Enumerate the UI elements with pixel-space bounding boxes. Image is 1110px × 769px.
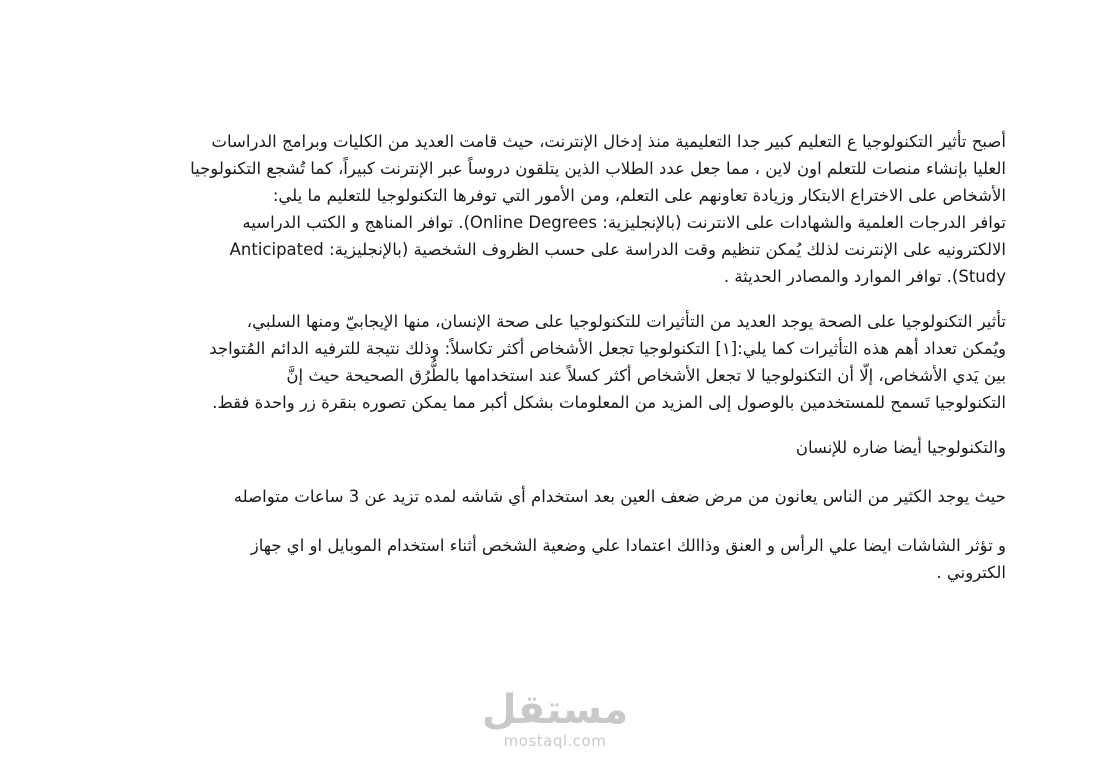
paragraph-line: توافر الدرجات العلمية والشهادات على الانترنت (بالإنجليزية: Online Degrees). توافر المناهج و الكتب الدراسيه [242,213,1006,232]
paragraph-harmful: والتكنولوجيا أيضا ضاره للإنسان [795,438,1006,457]
paragraph-posture [108,532,1006,586]
mostaql-watermark [470,688,640,750]
watermark-url: mostaql.com [503,732,607,750]
paragraph-health [108,308,1006,416]
document-body [108,128,1006,586]
watermark-logo: مستقل [481,687,629,733]
paragraph-line: الالكترونيه على الإنترنت لذلك يُمكن تنظيم وقت الدراسة على حسب الظروف الشخصية (بالإنجليزية: Anticipated [229,240,1006,259]
paragraph-education [108,128,1006,290]
paragraph-line: العليا بإنشاء منصات للتعلم اون لاين ، مما جعل عدد الطلاب الذين يتلقون دروساً عبر الإنترنت كبيراً، كما تُشجع التكنولوجيا [190,159,1006,178]
paragraph-line: التكنولوجيا تَسمح للمستخدمين بالوصول إلى المزيد من المعلومات بشكل أكبر مما يمكن تصوره بنقرة زر واحدة فقط. [212,393,1006,412]
paragraph-line: بين يَدي الأشخاص، إلّا أن التكنولوجيا لا تجعل الأشخاص أكثر كسلاً عند استخدامها بالطُّرُق الصحيحة حيث إنَّ [286,366,1006,385]
paragraph-line: أصبح تأثير التكنولوجيا ع التعليم كبير جدا التعليمية منذ إدخال الإنترنت، حيث قامت العديد من الكليات وبرامج الدراسات [211,132,1006,151]
paragraph-line: الكتروني . [936,563,1006,582]
paragraph-line: و تؤثر الشاشات ايضا علي الرأس و العنق وذاالك اعتمادا علي وضعية الشخص أثناء استخدام الموبايل او اي جهاز [250,536,1006,555]
paragraph-line: تأثير التكنولوجيا على الصحة يوجد العديد من التأثيرات للتكنولوجيا على صحة الإنسان، منها الإيجابيّ ومنها السلبي، [246,312,1006,331]
paragraph-eyes: حيث يوجد الكثير من الناس يعانون من مرض ضعف العين بعد استخدام أي شاشه لمده تزيد عن 3 ساعات متواصله [233,487,1006,506]
paragraph-line: الأشخاص على الاختراع الابتكار وزيادة تعاونهم على التعلم، ومن الأمور التي توفرها التكنولوجيا للتعليم ما يلي: [272,186,1006,205]
paragraph-line: Study). توافر الموارد والمصادر الحديثة . [723,267,1006,286]
paragraph-line: ويُمكن تعداد أهم هذه التأثيرات كما يلي:[١] التكنولوجيا تجعل الأشخاص أكثر تكاسلاً: وذلك نتيجة للترفيه الدائم المُتواجد [209,339,1006,358]
